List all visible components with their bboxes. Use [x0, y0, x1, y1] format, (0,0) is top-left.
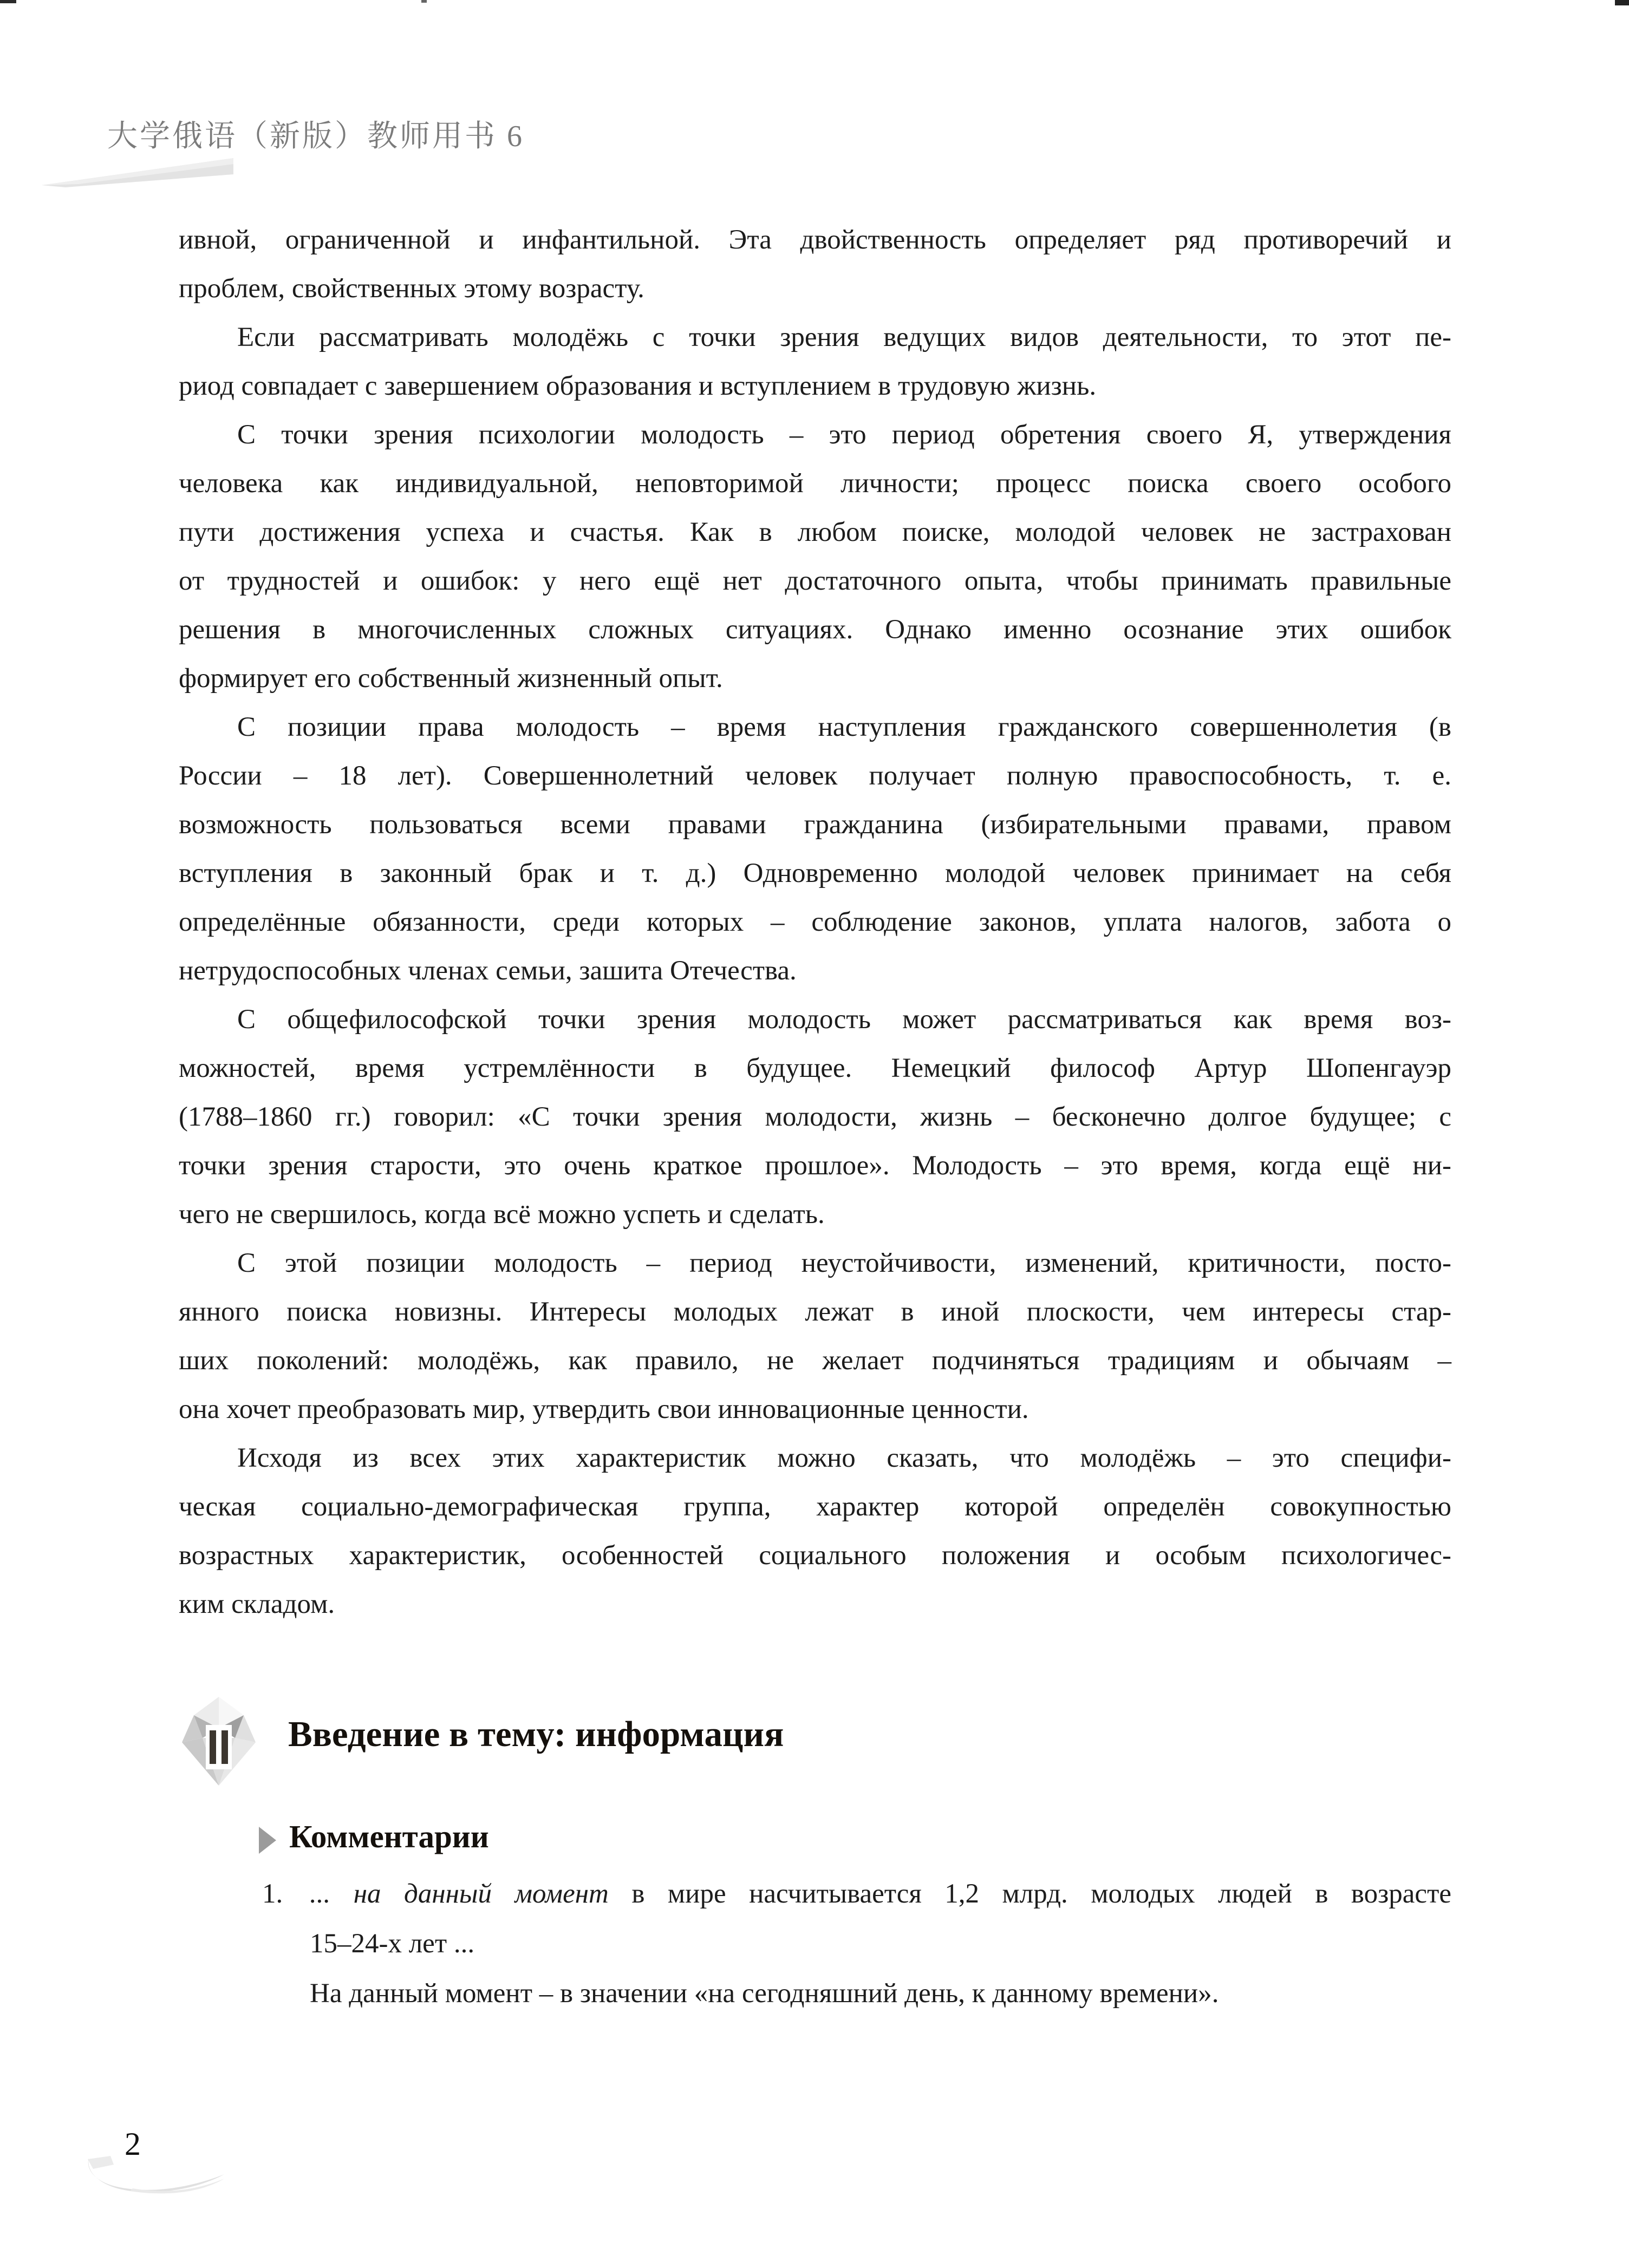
text-line: ким складом. [179, 1589, 335, 1619]
comments-heading: Комментарии [289, 1819, 489, 1854]
running-header: 大学俄语（新版）教师用书 6 [107, 120, 524, 153]
text-line: возможность пользоваться всеми правами гражданина (избирательными правами, правом [179, 809, 1451, 840]
comment-line: На данный момент – в значении «на сегодняшний день, к данному времени». [310, 1978, 1219, 2009]
comment-number: 1. [262, 1879, 283, 1909]
header-swoosh-icon [41, 157, 236, 188]
scan-artifact [1615, 0, 1629, 5]
scan-artifact [421, 0, 427, 3]
text-line: формирует его собственный жизненный опыт. [179, 663, 723, 694]
text-line: от трудностей и ошибок: у него ещё нет достаточного опыта, чтобы принимать правильные [179, 566, 1451, 596]
comment-line: 15–24-х лет ... [310, 1929, 475, 1959]
text-line: нетрудоспособных членах семьи, зашита Отечества. [179, 956, 797, 986]
text-line: решения в многочисленных сложных ситуациях. Однако именно осознание этих ошибок [179, 615, 1451, 645]
text-line: вступления в законный брак и т. д.) Одновременно молодой человек принимает на себя [179, 858, 1451, 888]
section-title: Введение в тему: информация [288, 1714, 784, 1754]
text-line: С позиции права молодость – время наступления гражданского совершеннолетия (в [237, 712, 1451, 742]
text-line: риод совпадает с завершением образования и вступлением в трудовую жизнь. [179, 371, 1097, 401]
text-line: С точки зрения психологии молодость – это период обретения своего Я, утверждения [237, 420, 1451, 450]
comment-arrow-icon [259, 1827, 276, 1854]
text-line: можностей, время устремлённости в будущее. Немецкий философ Артур Шопенгауэр [179, 1053, 1451, 1083]
comment-item [259, 1869, 1451, 2018]
text-line: С этой позиции молодость – период неустойчивости, изменений, критичности, посто- [237, 1248, 1451, 1278]
comment-items [259, 1869, 1451, 2018]
text-line: возрастных характеристик, особенностей социального положения и особым психологичес- [179, 1540, 1451, 1571]
text-line: человека как индивидуальной, неповторимой личности; процесс поиска своего особого [179, 468, 1451, 499]
text-line: янного поиска новизны. Интересы молодых лежат в иной плоскости, чем интересы стар- [179, 1297, 1451, 1327]
text-line: ших поколений: молодёжь, как правило, не желает подчиняться традициям и обычаям – [179, 1345, 1451, 1376]
gem-section-icon [178, 1695, 260, 1788]
text-line: ивной, ограниченной и инфантильной. Эта двойственность определяет ряд противоречий и [179, 225, 1451, 255]
scan-artifact [0, 0, 16, 3]
text-line: пути достижения успеха и счастья. Как в любом поиске, молодой человек не застрахован [179, 517, 1451, 547]
text-line: С общефилософской точки зрения молодость может рассматриваться как время воз- [237, 1004, 1451, 1035]
text-line: России – 18 лет). Совершеннолетний человек получает полную правоспособность, т. е. [179, 761, 1451, 791]
footer-swoosh-icon [81, 2155, 227, 2198]
text-line: ческая социально-демографическая группа, характер которой определён совокупностью [179, 1492, 1451, 1522]
text-line: Исходя из всех этих характеристик можно сказать, что молодёжь – это специфи- [237, 1443, 1451, 1473]
page-number: 2 [125, 2126, 141, 2162]
body-text [179, 215, 1451, 1629]
text-line: она хочет преобразовать мир, утвердить свои инновационные ценности. [179, 1394, 1029, 1424]
text-line: проблем, свойственных этому возрасту. [179, 273, 644, 304]
comment-line: ... на данный момент в мире насчитывается 1,2 млрд. молодых людей в возрасте [310, 1879, 1451, 1909]
text-line: точки зрения старости, это очень краткое прошлое». Молодость – это время, когда ещё ни- [179, 1151, 1451, 1181]
text-line: определённые обязанности, среди которых – соблюдение законов, уплата налогов, забота о [179, 907, 1451, 937]
text-line: чего не свершилось, когда всё можно успеть и сделать. [179, 1199, 825, 1230]
text-line: (1788–1860 гг.) говорил: «С точки зрения молодости, жизнь – бесконечно долгое будущее; с [179, 1102, 1451, 1132]
text-line: Если рассматривать молодёжь с точки зрения ведущих видов деятельности, то этот пе- [237, 322, 1451, 352]
